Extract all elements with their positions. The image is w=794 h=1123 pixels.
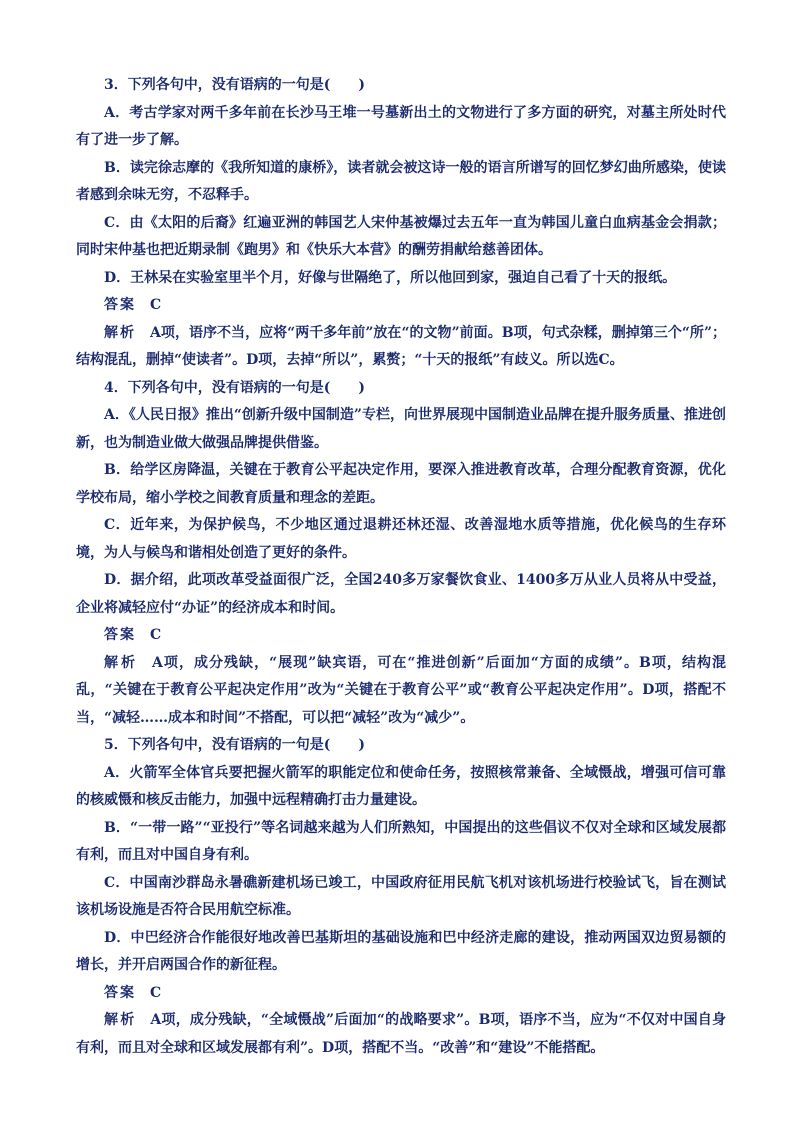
option-d: D．据介绍，此项改革受益面很广泛，全国240多万家餐饮食业、1400多万从业人员将从中受益，企业将减轻应付“办证”的经济成本和时间。 (76, 572, 726, 616)
analysis-line (76, 650, 726, 733)
option-d: D．王林呆在实验室里半个月，好像与世隔绝了，所以他回到家，强迫自己看了十天的报纸。 (104, 269, 677, 286)
answer-value: C (150, 627, 162, 643)
analysis-label: 解析 (104, 324, 137, 341)
answer-value: C (150, 984, 162, 1001)
analysis-label: 解析 (104, 1012, 137, 1028)
question-stem: 3．下列各句中，没有语病的一句是( ) (104, 77, 365, 93)
option-c: C．近年来，为保护候鸟，不少地区通过退耕还林还湿、改善湿地水质等措施，优化候鸟的生存环境，为人与候鸟和谐相处创造了更好的条件。 (76, 517, 726, 561)
answer-line (76, 980, 726, 1008)
question-3 (76, 72, 726, 375)
option-b: B．“一带一路”“亚投行”等名词越来越为人们所熟知，中国提出的这些倡议不仅对全球和区域发展都有利，而且对中国自身有利。 (76, 819, 726, 863)
analysis-text: A项，成分残缺，“展现”缺宾语，可在“推进创新”后面加“方面的成绩”。B项，结构混乱，“关键在于教育公平起决定作用”改为“关键在于教育公平”或“教育公平起决定作用”。D项，搭配不当，“减轻……成本和时间”不搭配，可以把“减轻”改为“减少”。 (76, 654, 726, 726)
analysis-line (76, 1007, 726, 1062)
answer-line (76, 622, 726, 650)
option-b: B．给学区房降温，关键在于教育公平起决定作用，要深入推进教育改革，合理分配教育资源，优化学校布局，缩小学校之间教育质量和理念的差距。 (76, 462, 726, 506)
answer-label: 答案 (104, 297, 136, 313)
analysis-text: A项，语序不当，应将“两千多年前”放在“的文物”前面。B项，句式杂糅，删掉第三个“所”；结构混乱，删掉“使读者”。D项，去掉“所以”，累赘；“十天的报纸”有歧义。所以选C。 (76, 324, 726, 368)
question-stem: 4．下列各句中，没有语病的一句是( ) (104, 379, 365, 396)
question-5 (76, 732, 726, 1062)
answer-value: C (150, 297, 162, 313)
option-d: D．中巴经济合作能很好地改善巴基斯坦的基础设施和巴中经济走廊的建设，推动两国双边贸易额的增长，并开启两国合作的新征程。 (76, 929, 726, 973)
answer-label: 答案 (104, 627, 136, 643)
analysis-line (76, 320, 726, 375)
option-c: C．由《太阳的后裔》红遍亚洲的韩国艺人宋仲基被爆过去五年一直为韩国儿童白血病基金会捐款；同时宋仲基也把近期录制《跑男》和《快乐大本营》的酬劳捐献给慈善团体。 (76, 214, 726, 258)
option-a: A．火箭军全体官兵要把握火箭军的职能定位和使命任务，按照核常兼备、全域慑战，增强可信可靠的核威慑和核反击能力，加强中远程精确打击力量建设。 (76, 764, 726, 808)
analysis-text: A项，成分残缺，“全域慑战”后面加“的战略要求”。B项，语序不当，应为“不仅对中国自身有利，而且对全球和区域发展都有利”。D项，搭配不当。“改善”和“建设”不能搭配。 (76, 1012, 726, 1056)
answer-line (76, 292, 726, 320)
option-b: B．读完徐志摩的《我所知道的康桥》，读者就会被这诗一般的语言所谱写的回忆梦幻曲所感染，使读者感到余味无穷，不忍释手。 (76, 159, 726, 203)
analysis-label: 解析 (104, 654, 139, 671)
answer-label: 答案 (104, 984, 136, 1001)
question-stem: 5．下列各句中，没有语病的一句是( ) (104, 737, 365, 753)
option-a: A．《人民日报》推出“创新升级中国制造”专栏，向世界展现中国制造业品牌在提升服务质量、推进创新，也为制造业做大做强品牌提供借鉴。 (76, 407, 726, 451)
question-4 (76, 375, 726, 733)
option-c: C．中国南沙群岛永暑礁新建机场已竣工，中国政府征用民航飞机对该机场进行校验试飞，旨在测试该机场设施是否符合民用航空标准。 (76, 874, 726, 918)
option-a: A．考古学家对两千多年前在长沙马王堆一号墓新出土的文物进行了多方面的研究，对墓主所处时代有了进一步了解。 (76, 104, 726, 148)
